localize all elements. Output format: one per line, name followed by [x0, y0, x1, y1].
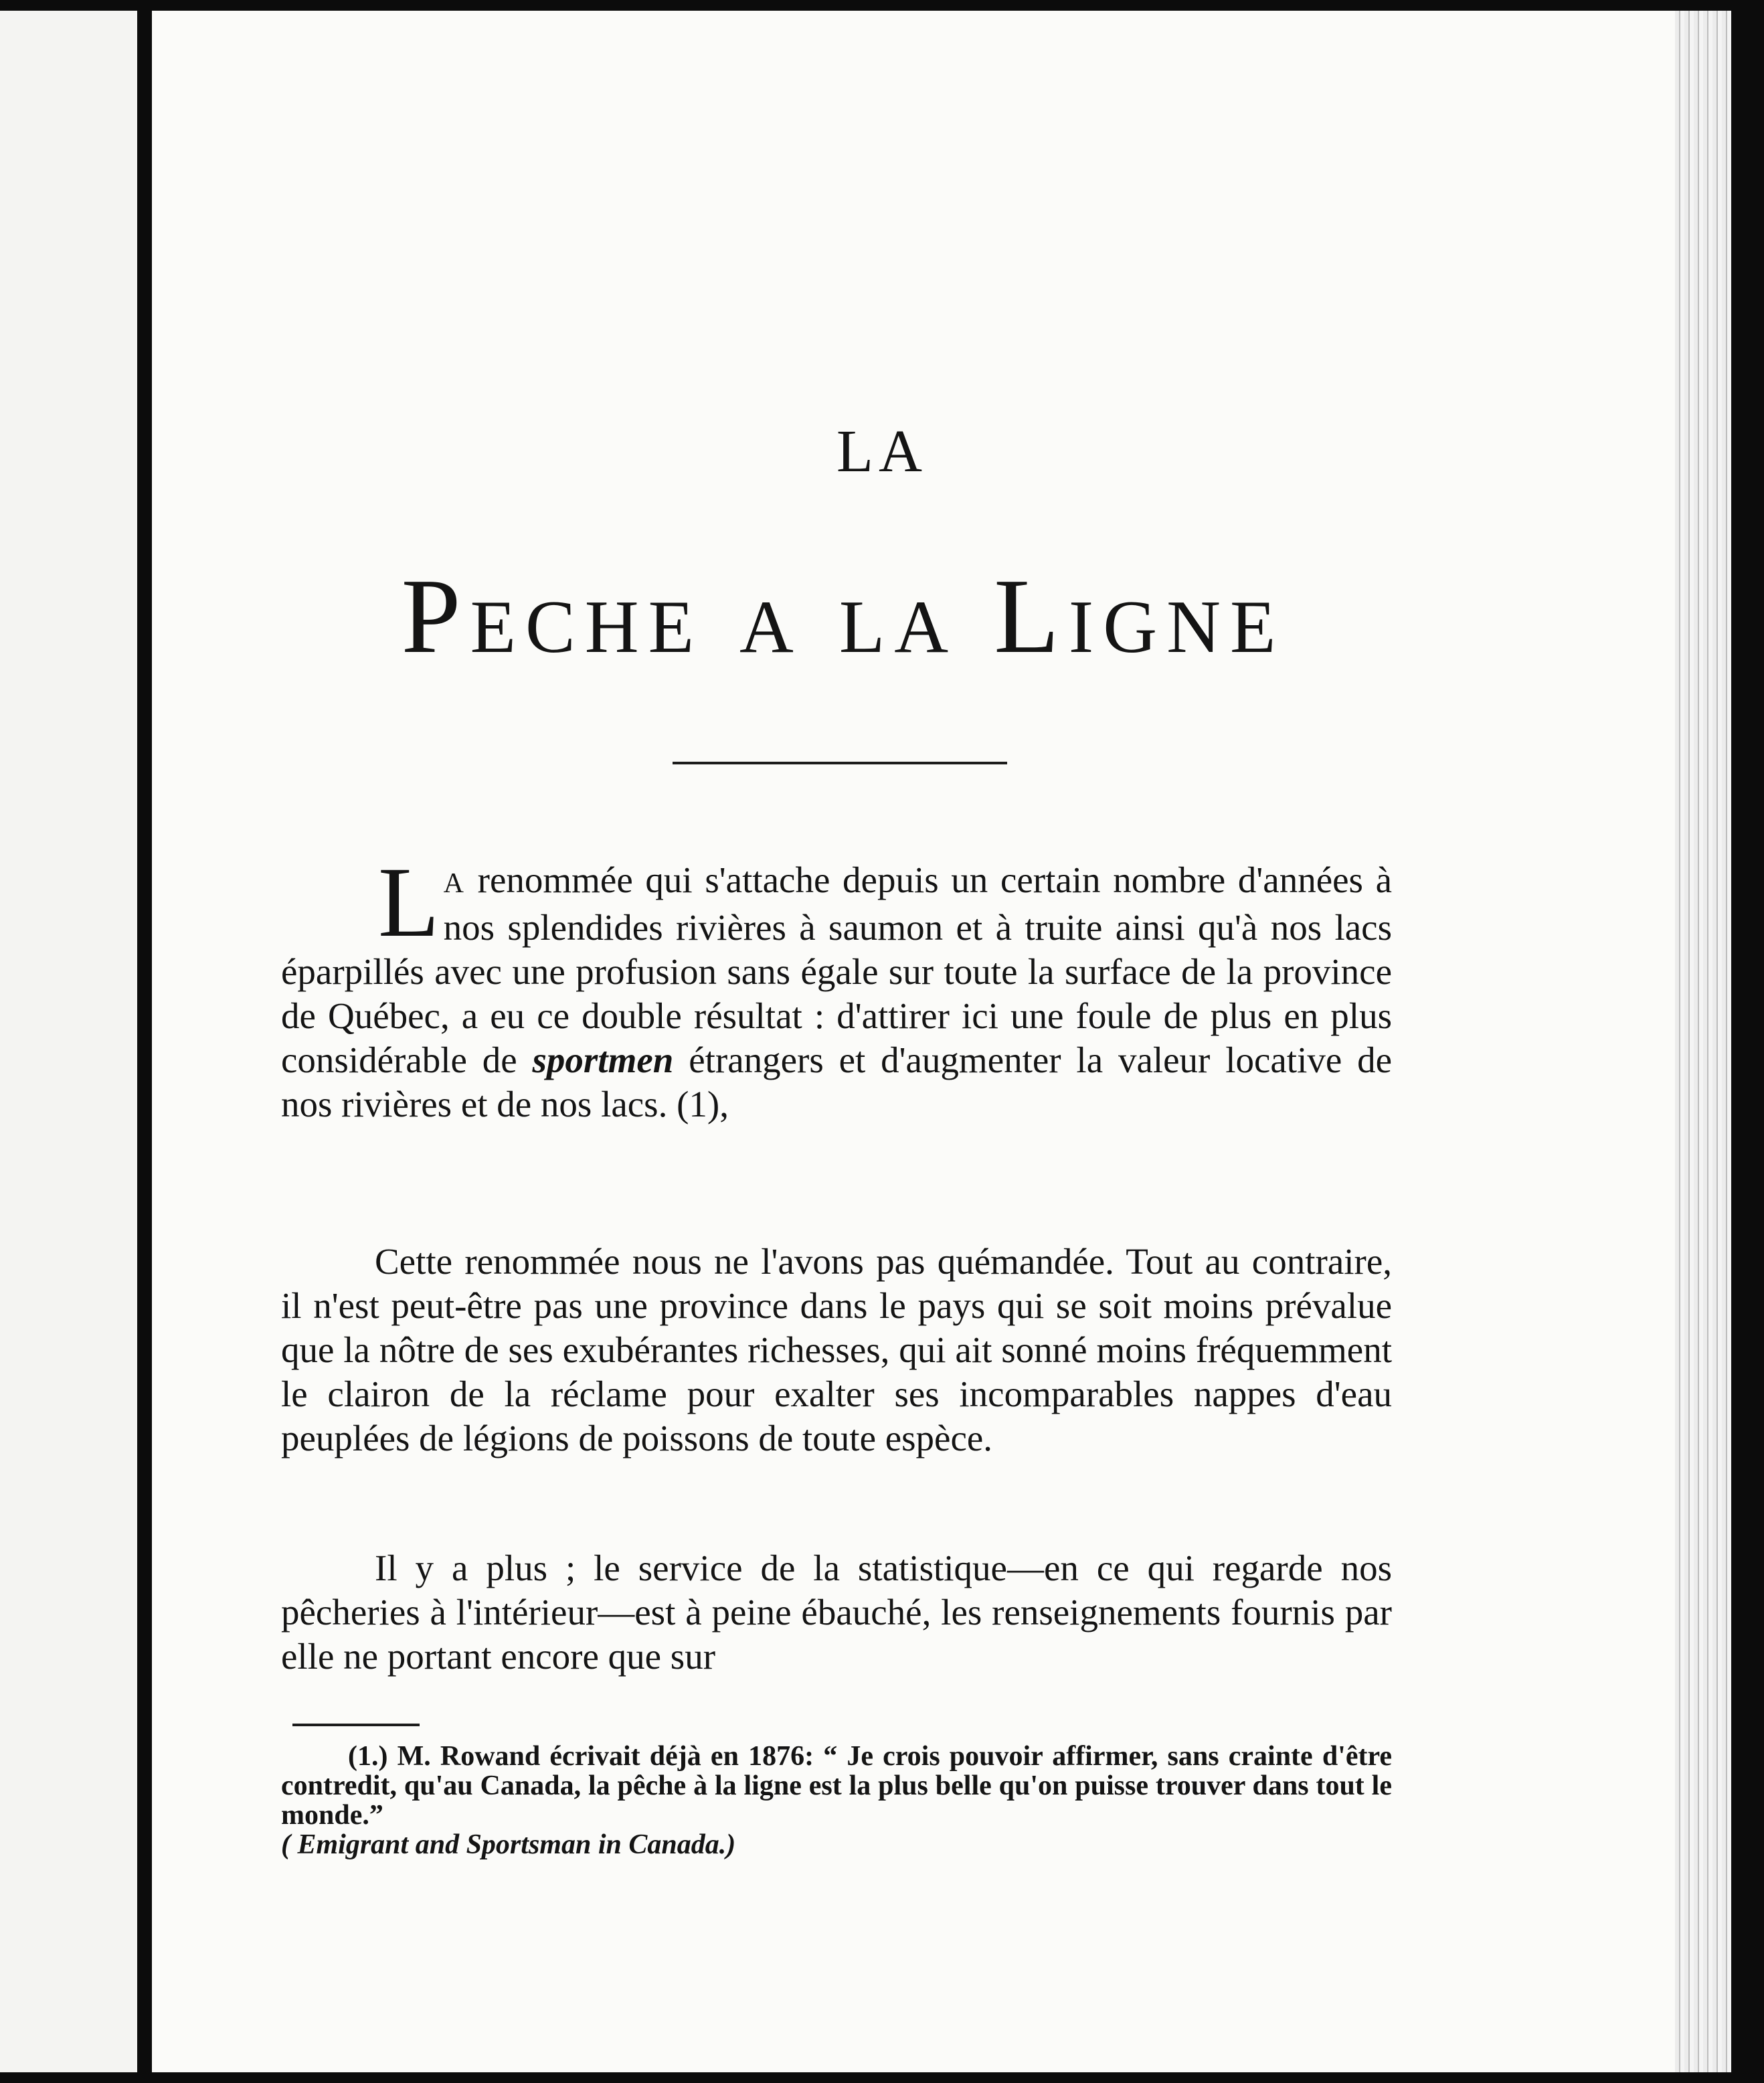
drop-cap: L: [378, 847, 440, 958]
drop-cap-continuation: A: [443, 868, 465, 899]
scan-border-right: [1731, 11, 1764, 2072]
book-gutter: [137, 11, 152, 2072]
footnote-source: ( Emigrant and Sportsman in Canada.): [281, 1829, 736, 1860]
title-article: LA: [836, 418, 928, 485]
previous-page-edge: [0, 11, 137, 2072]
paragraph-1-text-end: étrangers et d'augmenter la valeur locative de nos rivières et de nos lacs. (1),: [281, 1039, 1393, 1124]
footnote-text: (1.) M. Rowand écrivait déjà en 1876: “ Je crois pouvoir affirmer, sans crainte d'être contredit, qu'au Canada, la pêche à la ligne est la plus belle qu'on puisse trouver dans tout le monde.”: [281, 1741, 1392, 1831]
page-title: Peche a la Ligne: [401, 556, 1286, 675]
paragraph-3-text: Il y a plus ; le service de la statistique—en ce qui regarde nos pêcheries à l'intérieur—est à peine ébauché, les renseignements fournis par elle ne portant encore que sur: [281, 1548, 1392, 1677]
paragraph-3: [281, 1546, 1392, 1679]
paragraph-2: [281, 1240, 1392, 1461]
paragraph-1-text: renommée qui s'attache depuis un certain nombre d'années à nos splendides rivières à saumon et à truite ainsi qu'à nos lacs éparpillés avec une profusion sans égale sur toute la surface de la province de Québec, a eu ce double résultat : d'attirer ici une foule de plus en plus considérable de: [281, 859, 1392, 1080]
footnote: [281, 1742, 1392, 1859]
book-page-edges: [1675, 11, 1731, 2072]
title-divider: [673, 762, 1007, 764]
italic-word: sportmen: [532, 1039, 674, 1080]
paragraph-2-text: Cette renommée nous ne l'avons pas quémandée. Tout au contraire, il n'est peut-être pas une province dans le pays qui se soit moins prévalue que la nôtre de ses exubérantes richesses, qui ait sonné moins fréquemment le clairon de la réclame pour exalter ses incomparables nappes d'eau peuplées de légions de poissons de toute espèce.: [281, 1241, 1392, 1459]
paragraph-1: [281, 847, 1393, 1127]
footnote-divider: [292, 1724, 420, 1726]
